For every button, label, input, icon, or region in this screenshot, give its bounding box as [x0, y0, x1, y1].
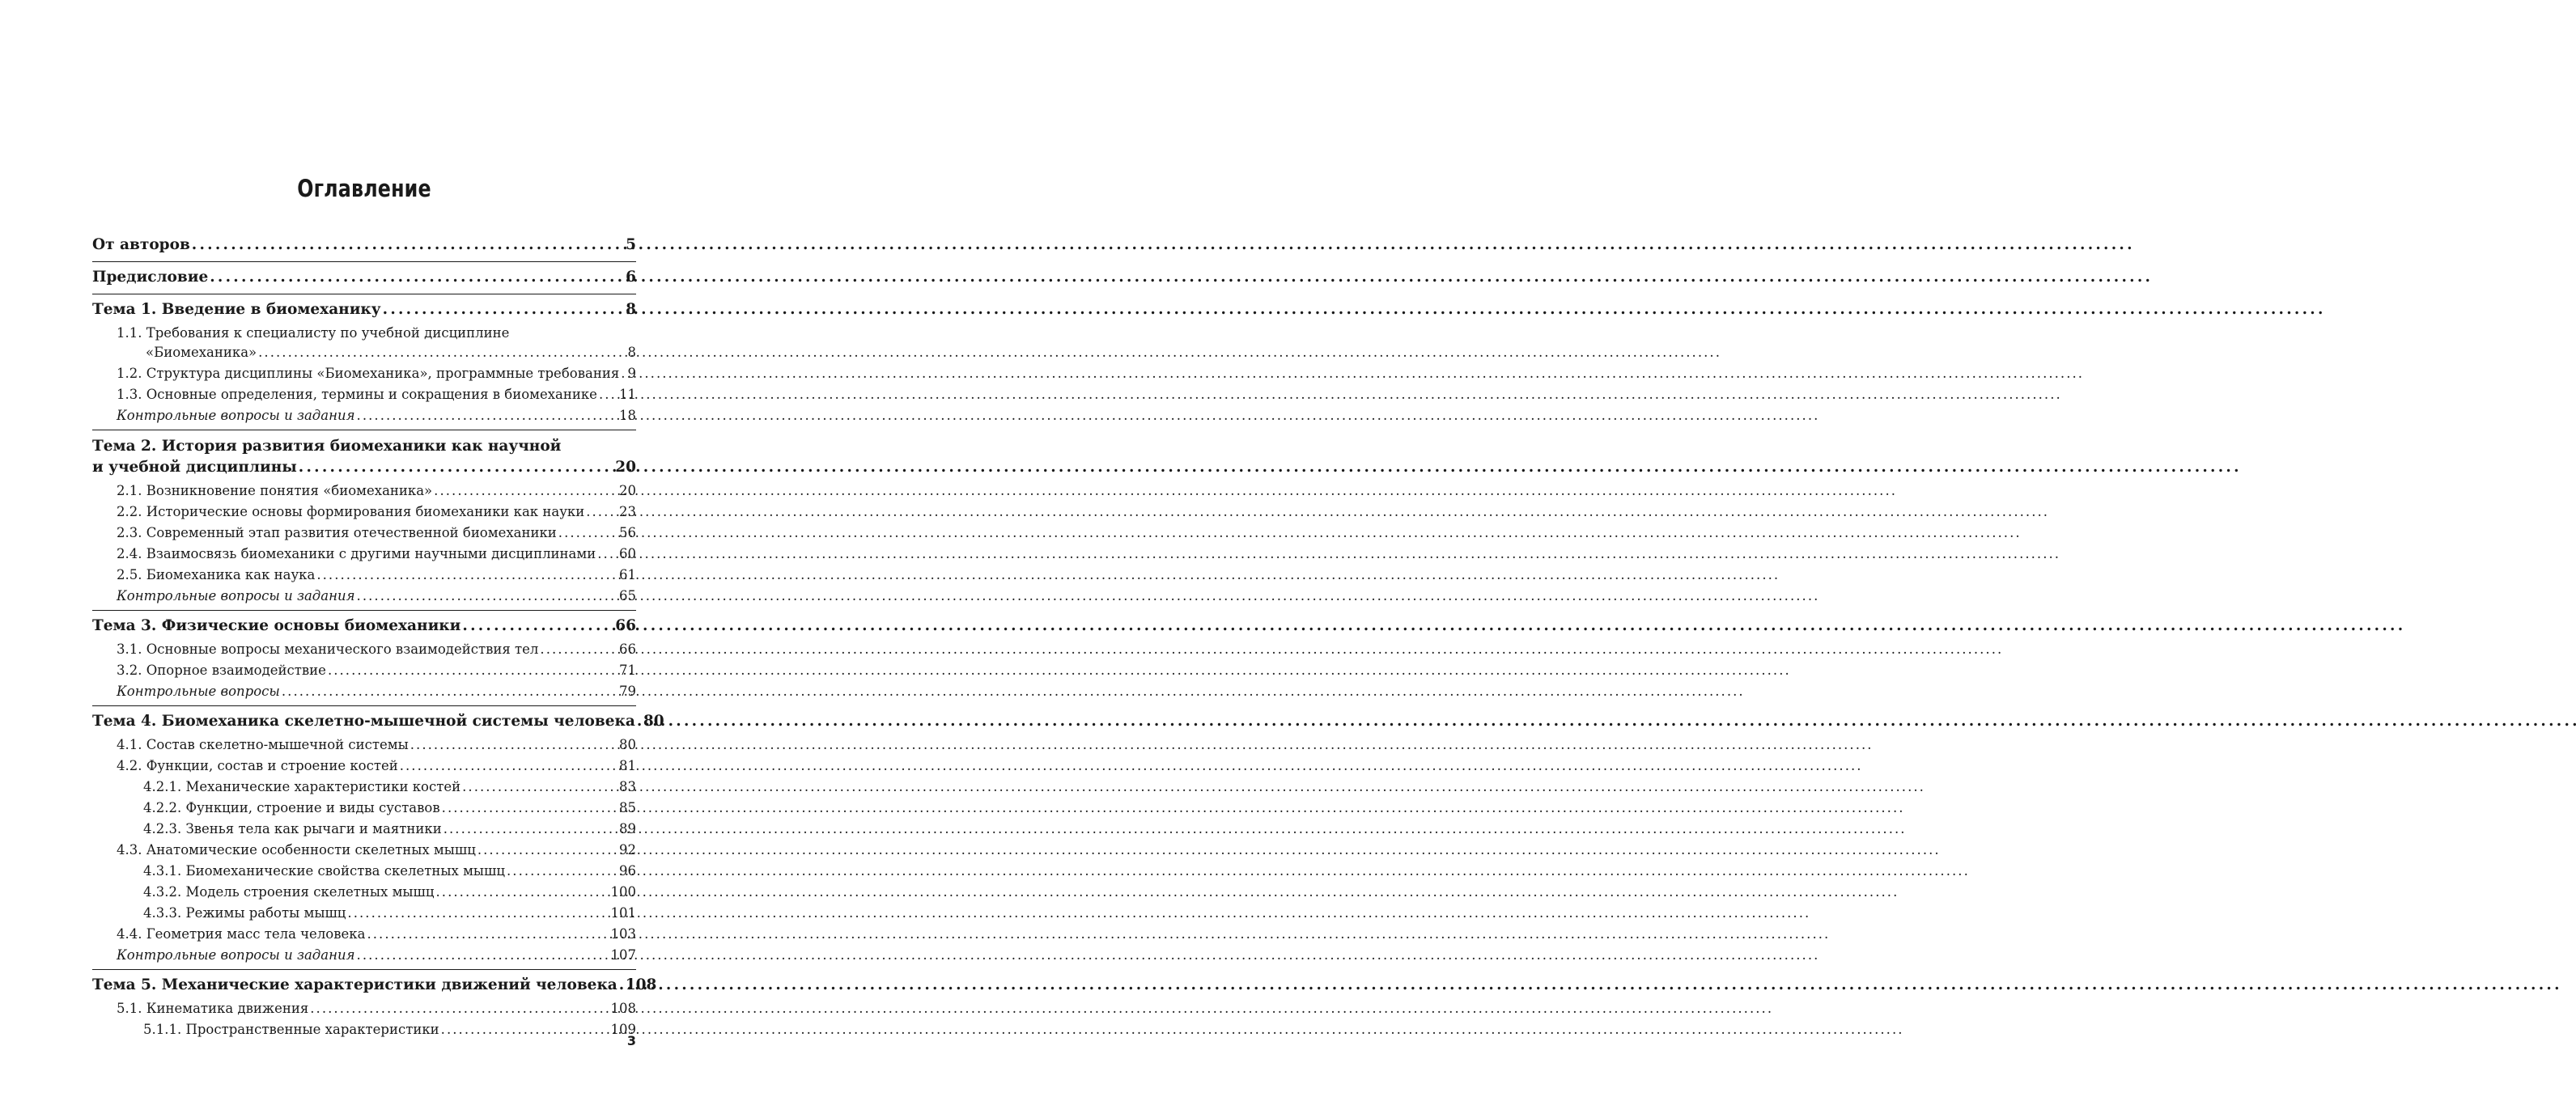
toc-entry-text: Предисловие [92, 269, 209, 286]
toc-entry-page: 8 [626, 301, 636, 318]
toc-entry-page: 60 [619, 546, 636, 561]
toc-entry-text: 4.3.3. Режимы работы мышц [143, 905, 346, 921]
toc-entry-authors[interactable] [92, 235, 636, 258]
toc-entry-2-4[interactable] [92, 544, 636, 565]
toc-entry-page: 103 [610, 926, 636, 942]
toc-entry-preface[interactable] [92, 267, 636, 290]
toc-entry-text: 4.2.1. Механические характеристики костей [143, 779, 461, 794]
toc-entry-text: 1.3. Основные определения, термины и сокращения в биомеханике [117, 387, 597, 402]
toc-entry-text: 4.3.2. Модель строения скелетных мышц [143, 884, 435, 900]
toc-entry-4-questions[interactable] [92, 945, 636, 966]
toc-entry-page: 71 [619, 663, 636, 678]
toc-entry-page: 85 [619, 800, 636, 815]
toc-entry-page: 20 [619, 483, 636, 498]
toc-entry-page: 89 [619, 821, 636, 836]
table-of-contents [92, 235, 664, 1048]
toc-entry-text: 2.1. Возникновение понятия «биомеханика» [117, 483, 433, 498]
toc-entry-text: 2.4. Взаимосвязь биомеханики с другими научными дисциплинами [117, 546, 596, 561]
toc-entry-text: «Биомеханика» [146, 345, 257, 360]
toc-entry-page: 8 [627, 345, 636, 360]
toc-entry-text: 4.3. Анатомические особенности скелетных мышц [117, 842, 476, 858]
toc-entry-2-2[interactable] [92, 502, 636, 523]
toc-entry-topic-4[interactable] [92, 711, 664, 735]
toc-group-topic-3 [92, 616, 636, 706]
toc-entry-page: 108 [610, 1001, 636, 1016]
toc-group-preface [92, 267, 636, 294]
toc-entry-page: 23 [619, 504, 636, 519]
toc-entry-4-1[interactable] [92, 735, 636, 756]
toc-entry-2-questions[interactable] [92, 586, 636, 607]
toc-entry-page: 100 [610, 884, 636, 900]
toc-entry-text: 4.3.1. Биомеханические свойства скелетных мышц [143, 863, 505, 879]
toc-entry-4-2-3[interactable] [92, 819, 636, 840]
toc-entry-5-1[interactable] [92, 998, 636, 1019]
toc-entry-topic-1[interactable] [92, 299, 636, 323]
toc-entry-page: 107 [610, 947, 636, 963]
toc-entry-page: 66 [619, 642, 636, 657]
page-title: Оглавление [297, 175, 431, 202]
toc-entry-text: 4.2.3. Звенья тела как рычаги и маятники [143, 821, 442, 836]
toc-entry-text: Контрольные вопросы и задания [117, 947, 355, 963]
toc-entry-2-3[interactable] [92, 523, 636, 544]
toc-entry-4-4[interactable] [92, 924, 636, 945]
toc-entry-text: 5.1.1. Пространственные характеристики [143, 1022, 439, 1037]
toc-entry-page: 20 [615, 459, 636, 476]
toc-entry-text: и учебной дисциплины [92, 459, 297, 476]
toc-entry-page: 5 [626, 236, 636, 253]
toc-entry-page: 108 [625, 976, 657, 993]
toc-entry-1-2[interactable] [92, 363, 636, 384]
toc-entry-text: Тема 4. Биомеханика скелетно-мышечной системы человека [92, 713, 635, 730]
toc-entry-3-1[interactable] [92, 639, 636, 660]
toc-entry-5-1-1[interactable] [92, 1019, 636, 1040]
toc-group-topic-5 [92, 975, 657, 1044]
toc-entry-4-3-3[interactable] [92, 903, 636, 924]
toc-entry-text: Контрольные вопросы и задания [117, 408, 355, 423]
toc-entry-page: 83 [619, 779, 636, 794]
toc-group-front [92, 235, 636, 262]
toc-entry-4-2-1[interactable] [92, 777, 636, 798]
toc-entry-text: 1.2. Структура дисциплины «Биомеханика», программные требования [117, 366, 620, 381]
toc-entry-4-3[interactable] [92, 840, 636, 861]
toc-entry-page: 79 [619, 684, 636, 699]
toc-entry-4-3-1[interactable] [92, 861, 636, 882]
toc-entry-1-3[interactable] [92, 384, 636, 405]
toc-entry-page: 61 [619, 567, 636, 582]
toc-entry-3-2[interactable] [92, 660, 636, 681]
toc-group-topic-2 [92, 435, 636, 611]
toc-entry-text: Тема 5. Механические характеристики движений человека [92, 976, 617, 993]
toc-entry-text: 2.2. Исторические основы формирования биомеханики как науки [117, 504, 585, 519]
toc-entry-page: 80 [619, 737, 636, 752]
page-number: 3 [626, 1033, 636, 1048]
toc-entry-page: 18 [619, 408, 636, 423]
toc-entry-text: 2.5. Биомеханика как наука [117, 567, 316, 582]
toc-entry-text: 3.1. Основные вопросы механического взаимодействия тел [117, 642, 539, 657]
toc-entry-text: Тема 1. Введение в биомеханику [92, 301, 381, 318]
toc-group-topic-1 [92, 299, 636, 430]
toc-entry-text: 4.4. Геометрия масс тела человека [117, 926, 366, 942]
toc-entry-text: Тема 3. Физические основы биомеханики [92, 617, 461, 634]
toc-entry-4-2[interactable] [92, 756, 636, 777]
toc-entry-text: Контрольные вопросы [117, 684, 280, 699]
toc-entry-1-1-line1[interactable]: 1.1. Требования к специалисту по учебной дисциплине [117, 325, 510, 341]
toc-entry-page: 101 [610, 905, 636, 921]
toc-entry-page: 81 [619, 758, 636, 773]
toc-entry-2-5[interactable] [92, 565, 636, 586]
toc-entry-text: 4.2. Функции, состав и строение костей [117, 758, 398, 773]
toc-entry-text: Контрольные вопросы и задания [117, 588, 355, 603]
toc-entry-page: 96 [619, 863, 636, 879]
toc-entry-topic-5[interactable] [92, 975, 657, 998]
toc-entry-4-3-2[interactable] [92, 882, 636, 903]
toc-entry-page: 80 [643, 713, 664, 730]
toc-entry-topic-3[interactable] [92, 616, 636, 639]
toc-entry-page: 66 [615, 617, 636, 634]
toc-entry-page: 109 [610, 1022, 636, 1037]
toc-entry-topic-2[interactable] [92, 457, 636, 481]
toc-entry-2-1[interactable] [92, 481, 636, 502]
toc-entry-1-questions[interactable] [92, 405, 636, 426]
toc-entry-3-questions[interactable] [92, 681, 636, 702]
toc-entry-page: 6 [626, 269, 636, 286]
toc-entry-text: 4.2.2. Функции, строение и виды суставов [143, 800, 440, 815]
toc-entry-text: 5.1. Кинематика движения [117, 1001, 309, 1016]
toc-entry-text: 3.2. Опорное взаимодействие [117, 663, 326, 678]
toc-group-topic-4 [92, 711, 664, 970]
toc-entry-page: 9 [627, 366, 636, 381]
toc-entry-page: 65 [619, 588, 636, 603]
toc-entry-text: 2.3. Современный этап развития отечественной биомеханики [117, 525, 557, 540]
toc-entry-text: 4.1. Состав скелетно-мышечной системы [117, 737, 409, 752]
toc-entry-text: От авторов [92, 236, 190, 253]
toc-entry-1-1[interactable] [92, 342, 636, 363]
toc-entry-topic-2-line1[interactable]: Тема 2. История развития биомеханики как научной [92, 438, 562, 455]
toc-entry-page: 11 [619, 387, 636, 402]
toc-entry-page: 56 [619, 525, 636, 540]
toc-entry-4-2-2[interactable] [92, 798, 636, 819]
toc-entry-page: 92 [619, 842, 636, 858]
